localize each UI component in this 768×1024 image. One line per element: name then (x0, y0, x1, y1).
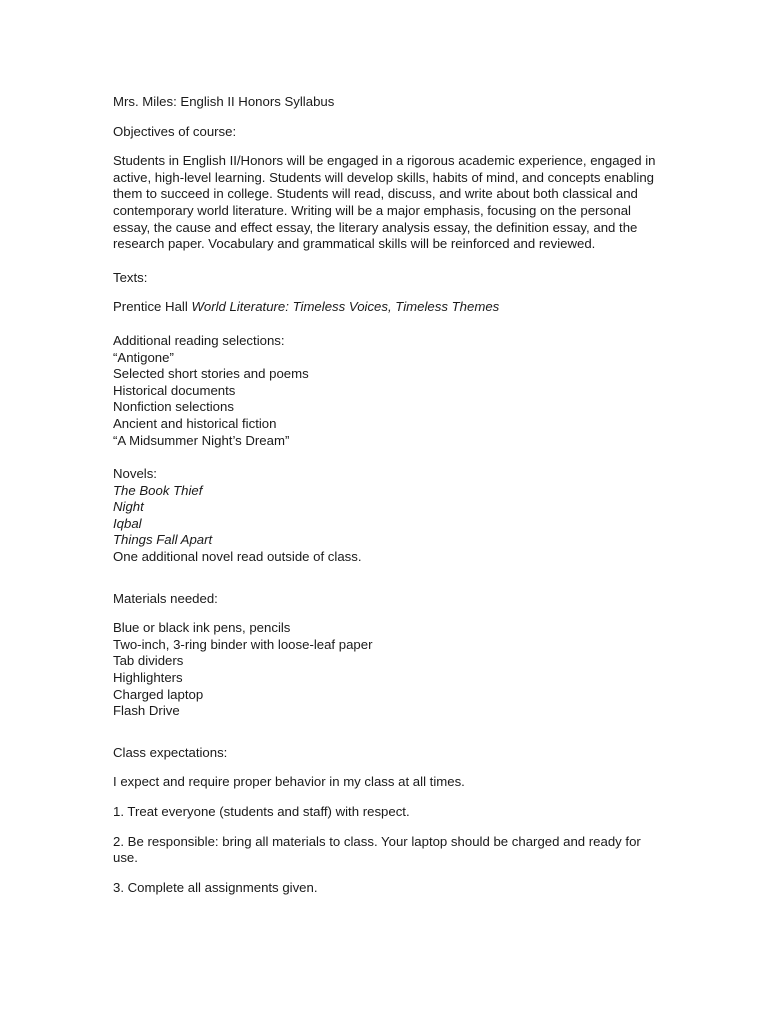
novel-item: The Book Thief (113, 482, 203, 498)
materials-list (113, 620, 658, 720)
textbook-publisher: Prentice Hall (113, 299, 188, 315)
expectations-intro: I expect and require proper behavior in my class at all times. (113, 774, 465, 790)
additional-reading-section (113, 333, 658, 449)
material-item: Blue or black ink pens, pencils (113, 620, 291, 636)
novel-item: Night (113, 499, 144, 515)
texts-heading: Texts: (113, 269, 148, 285)
list-item: Historical documents (113, 382, 236, 398)
material-item: Tab dividers (113, 653, 184, 669)
material-item: Flash Drive (113, 703, 180, 719)
material-item: Highlighters (113, 670, 183, 686)
list-item: “Antigone” (113, 349, 174, 365)
objectives-heading: Objectives of course: (113, 123, 237, 139)
list-item: “A Midsummer Night’s Dream” (113, 432, 290, 448)
rule-item: 3. Complete all assignments given. (113, 879, 318, 895)
additional-reading-heading: Additional reading selections: (113, 332, 285, 348)
textbook-title: World Literature: Timeless Voices, Timeless Themes (191, 299, 500, 315)
novels-heading: Novels: (113, 466, 157, 482)
expectations-heading: Class expectations: (113, 744, 228, 760)
rule-item: 1. Treat everyone (students and staff) with respect. (113, 804, 410, 819)
list-item: Selected short stories and poems (113, 366, 309, 382)
objectives-paragraph: Students in English II/Honors will be engaged in a rigorous academic experience, engaged in active, high-level learning. Students will develop skills, habits of mind, and concepts enabling them to succeed in college. Students will read, discuss, and write about both classical and contemporary world literature. Writing will be a major emphasis, focusing on the personal essay, the cause and effect essay, the literary analysis essay, the definition essay, and the research paper. Vocabulary and grammatical skills will be reinforced and reviewed. (113, 153, 656, 252)
material-item: Charged laptop (113, 686, 204, 702)
rule-item: 2. Be responsible: bring all materials to class. Your laptop should be charged and ready for use. (113, 833, 641, 866)
document-title: Mrs. Miles: English II Honors Syllabus (113, 94, 335, 109)
novel-item: Iqbal (113, 515, 142, 531)
textbook-line (113, 299, 658, 316)
novel-item: Things Fall Apart (113, 532, 213, 548)
novels-section (113, 466, 658, 566)
materials-heading: Materials needed: (113, 590, 218, 606)
syllabus-page (113, 94, 658, 909)
list-item: Ancient and historical fiction (113, 415, 277, 431)
list-item: Nonfiction selections (113, 399, 234, 415)
material-item: Two-inch, 3-ring binder with loose-leaf paper (113, 636, 373, 652)
novels-note: One additional novel read outside of class. (113, 549, 362, 565)
